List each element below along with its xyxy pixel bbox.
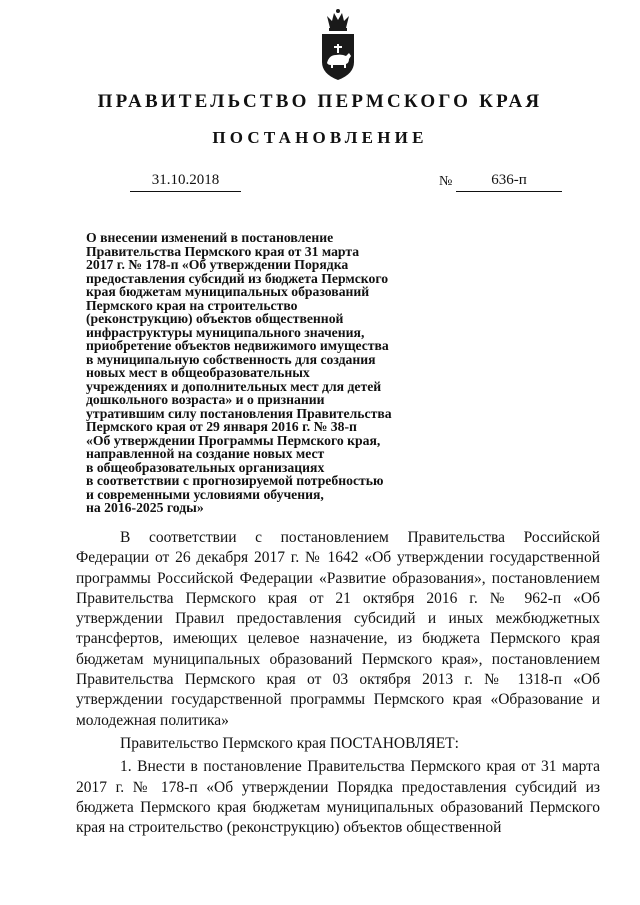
subject-line: приобретение объектов недвижимого имущества	[86, 338, 389, 353]
document-body	[76, 528, 600, 838]
resolution-paragraph: Правительство Пермского края ПОСТАНОВЛЯЕТ:	[120, 734, 459, 752]
subject-line: (реконструкцию) объектов общественной	[86, 311, 344, 326]
subject-line: края бюджетам муниципальных образований	[86, 284, 370, 299]
preamble-paragraph: В соответствии с постановлением Правительства Российской Федерации от 26 декабря 2017 г. № 1642 «Об утверждении государственной программы Российской Федерации «Развитие образования», постановлением Правительства Пермского края от 21 октября 2016 г. № 962-п «Об утверждении Правил предоставления субсидий и иных межбюджетных трансфертов, имеющих целевое назначение, из бюджета Пермского края бюджетам муниципальных образований Пермского края», постановлением Правительства Пермского края от 03 октября 2013 г. № 1318-п «Об утверждении государственной программы Пермского края «Образование и молодежная политика»	[76, 529, 600, 729]
document-subject	[86, 231, 446, 515]
document-type: ПОСТАНОВЛЕНИЕ	[212, 128, 428, 147]
subject-line: О внесении изменений в постановление	[86, 230, 334, 245]
subject-line: в общеобразовательных организациях	[86, 459, 325, 475]
coat-of-arms-icon	[318, 8, 358, 82]
government-title: ПРАВИТЕЛЬСТВО ПЕРМСКОГО КРАЯ	[97, 91, 543, 112]
subject-line: инфраструктуры муниципального значения,	[86, 324, 365, 340]
document-number: 636-п	[456, 173, 562, 192]
item-1-paragraph: 1. Внести в постановление Правительства Пермского края от 31 марта 2017 г. № 178-п «Об утверждении Порядка предоставления субсидий из бюджета Пермского края бюджетам муниципальных образований Пермского края на строительство (реконструкцию) объектов общественной	[76, 758, 600, 837]
subject-line: предоставления субсидий из бюджета Пермского	[86, 270, 389, 286]
subject-line: Правительства Пермского края от 31 марта	[86, 243, 360, 259]
document-date: 31.10.2018	[130, 173, 241, 192]
subject-line: утратившим силу постановления Правительства	[86, 405, 392, 421]
subject-line: в соответствии с прогнозируемой потребностью	[86, 473, 384, 488]
subject-line: новых мест в общеобразовательных	[86, 365, 310, 380]
subject-line: учреждениях и дополнительных мест для детей	[86, 378, 382, 394]
subject-line: в муниципальную собственность для создания	[86, 351, 376, 367]
subject-line: и современными условиями обучения,	[86, 486, 324, 502]
subject-line: на 2016-2025 годы»	[86, 500, 204, 515]
number-sign: №	[439, 174, 453, 189]
subject-line: направленной на создание новых мест	[86, 446, 325, 461]
subject-line: 2017 г. № 178-п «Об утверждении Порядка	[86, 257, 349, 272]
subject-line: Пермского края на строительство	[86, 297, 298, 313]
subject-line: «Об утверждении Программы Пермского края,	[86, 432, 381, 448]
subject-line: Пермского края от 29 января 2016 г. № 38-п	[86, 419, 357, 434]
subject-line: дошкольного возраста» и о признании	[86, 392, 325, 407]
